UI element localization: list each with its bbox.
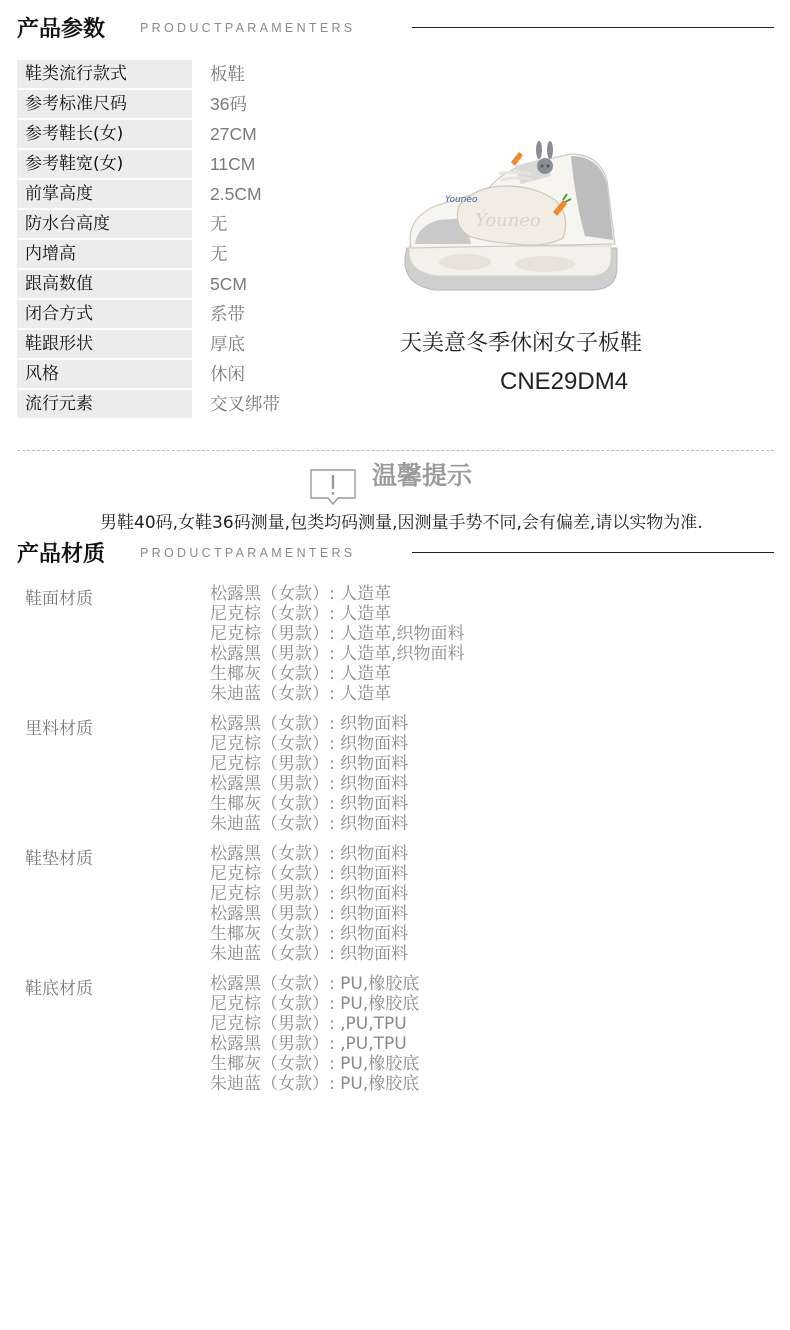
material-line: 尼克棕（男款）: 织物面料 [210, 754, 409, 774]
param-row [17, 270, 317, 300]
param-key: 风格 [17, 360, 192, 388]
material-line: 尼克棕（女款）: 织物面料 [210, 864, 409, 884]
param-key: 跟高数值 [17, 270, 192, 298]
material-line: 生椰灰（女款）: 人造革 [210, 664, 392, 684]
section-divider-line [412, 27, 774, 28]
params-section-subtitle: PRODUCTPARAMENTERS [140, 21, 356, 35]
param-key: 参考标准尺码 [17, 90, 192, 118]
material-line: 朱迪蓝（女款）: PU,橡胶底 [210, 1074, 420, 1094]
param-row [17, 150, 317, 180]
material-line: 尼克棕（女款）: 人造革 [210, 604, 392, 624]
material-values [210, 714, 408, 834]
material-line: 尼克棕（男款）: ,PU,TPU [210, 1014, 407, 1034]
material-line: 松露黑（男款）: ,PU,TPU [210, 1034, 407, 1054]
material-line: 生椰灰（女款）: 织物面料 [210, 924, 409, 944]
material-line: 尼克棕（女款）: 织物面料 [210, 734, 409, 754]
param-row [17, 360, 317, 390]
param-row [17, 60, 317, 90]
param-key: 防水台高度 [17, 210, 192, 238]
params-section-title: 产品参数 [17, 17, 106, 42]
material-key: 鞋底材质 [25, 979, 93, 999]
section-divider-line [412, 552, 774, 553]
product-shoe-image [395, 140, 625, 305]
material-line: 松露黑（男款）: 织物面料 [210, 774, 409, 794]
material-line: 松露黑（女款）: PU,橡胶底 [210, 974, 420, 994]
material-line: 朱迪蓝（女款）: 人造革 [210, 684, 392, 704]
param-value: 厚底 [210, 334, 245, 354]
tip-text: 男鞋40码,女鞋36码测量,包类均码测量,因测量手势不同,会有偏差,请以实物为准. [100, 513, 703, 533]
svg-text:Ýouneo: Ýouneo [475, 210, 541, 231]
param-key: 流行元素 [17, 390, 192, 418]
material-line: 松露黑（女款）: 人造革 [210, 584, 392, 604]
param-key: 内增高 [17, 240, 192, 268]
param-key: 前掌高度 [17, 180, 192, 208]
param-value: 交叉绑带 [210, 394, 280, 414]
param-value: 2.5CM [210, 184, 262, 204]
material-line: 生椰灰（女款）: 织物面料 [210, 794, 409, 814]
param-row [17, 300, 317, 330]
material-values [210, 844, 408, 964]
param-value: 36码 [210, 94, 247, 114]
param-value: 板鞋 [210, 64, 245, 84]
param-row [17, 390, 317, 420]
param-key: 鞋跟形状 [17, 330, 192, 358]
param-value: 休闲 [210, 364, 245, 384]
param-value: 无 [210, 244, 228, 264]
material-key: 鞋垫材质 [25, 849, 93, 869]
product-code: CNE29DM4 [500, 368, 629, 395]
material-line: 朱迪蓝（女款）: 织物面料 [210, 944, 409, 964]
exclamation-bubble-icon [310, 469, 356, 505]
material-line: 松露黑（女款）: 织物面料 [210, 714, 409, 734]
param-row [17, 90, 317, 120]
material-key: 鞋面材质 [25, 589, 93, 609]
materials-section-subtitle: PRODUCTPARAMENTERS [140, 546, 356, 560]
param-row [17, 330, 317, 360]
param-key: 闭合方式 [17, 300, 192, 328]
param-value: 5CM [210, 274, 247, 294]
material-line: 尼克棕（男款）: 人造革,织物面料 [210, 624, 465, 644]
param-key: 鞋类流行款式 [17, 60, 192, 88]
material-values [210, 584, 465, 704]
params-table [17, 60, 317, 420]
material-line: 尼克棕（男款）: 织物面料 [210, 884, 409, 904]
material-line: 松露黑（男款）: 人造革,织物面料 [210, 644, 465, 664]
param-row [17, 210, 317, 240]
material-line: 松露黑（男款）: 织物面料 [210, 904, 409, 924]
materials-section-title: 产品材质 [17, 542, 106, 567]
tip-title: 温馨提示 [372, 461, 473, 490]
material-key: 里料材质 [25, 719, 93, 739]
materials-section-header [17, 537, 774, 571]
params-section-header [17, 12, 774, 46]
param-row [17, 120, 317, 150]
material-line: 尼克棕（女款）: PU,橡胶底 [210, 994, 420, 1014]
param-row [17, 240, 317, 270]
product-name: 天美意冬季休闲女子板鞋 [400, 331, 643, 356]
material-line: 生椰灰（女款）: PU,橡胶底 [210, 1054, 420, 1074]
param-key: 参考鞋长(女) [17, 120, 192, 148]
param-value: 系带 [210, 304, 245, 324]
material-line: 朱迪蓝（女款）: 织物面料 [210, 814, 409, 834]
param-key: 参考鞋宽(女) [17, 150, 192, 178]
param-row [17, 180, 317, 210]
material-line: 松露黑（女款）: 织物面料 [210, 844, 409, 864]
param-value: 11CM [210, 154, 256, 174]
material-values [210, 974, 419, 1094]
svg-text:Youneo: Youneo [445, 195, 478, 205]
param-value: 无 [210, 214, 228, 234]
param-value: 27CM [210, 124, 257, 144]
dashed-divider [17, 450, 774, 451]
